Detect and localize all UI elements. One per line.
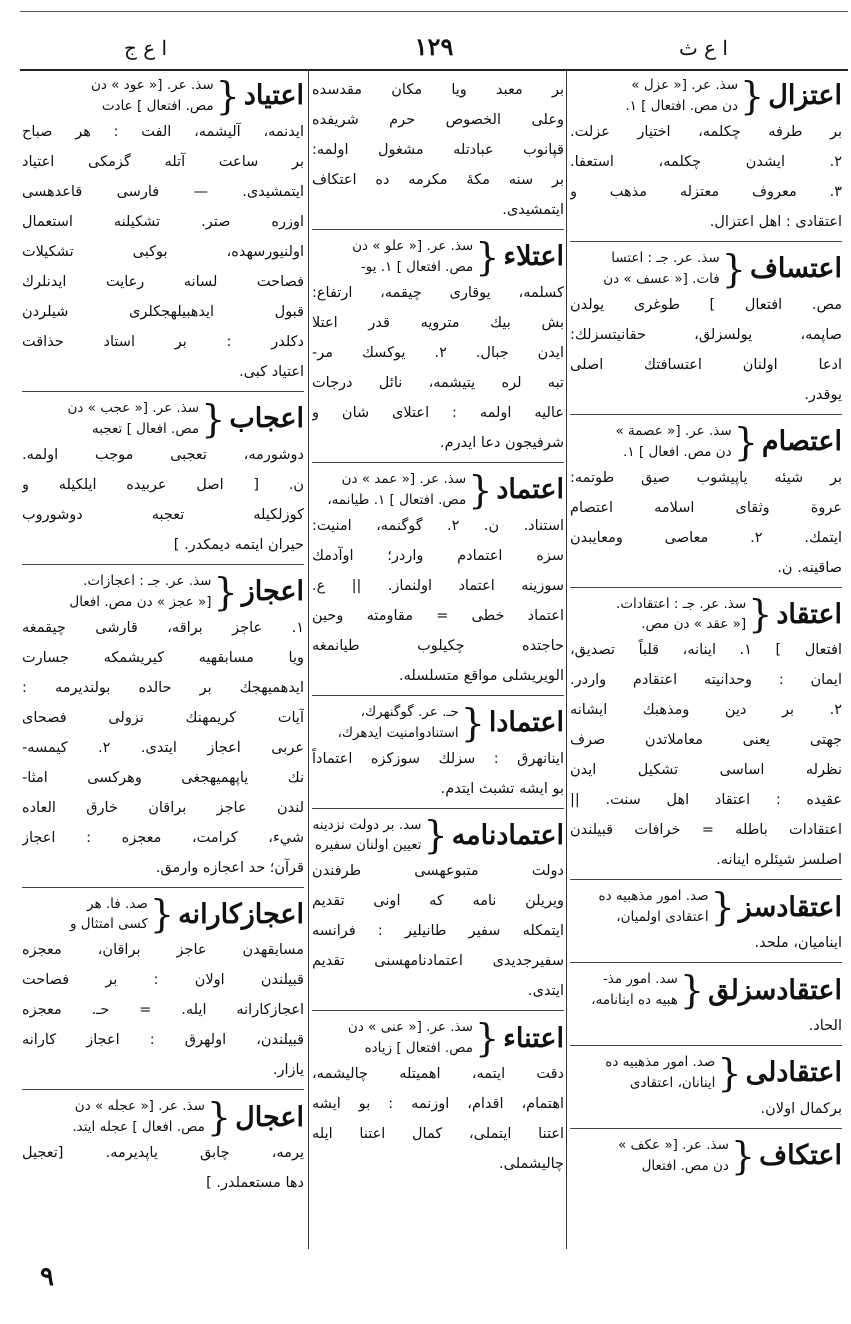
definition-line: قبيلندن، اولهرق : اعجاز كارانه bbox=[22, 1032, 304, 1049]
entry-head bbox=[570, 969, 842, 1011]
entry-head bbox=[312, 469, 564, 511]
headword: اعجال bbox=[235, 1101, 304, 1133]
dictionary-entry bbox=[22, 894, 304, 1086]
top-rule bbox=[20, 11, 848, 12]
info-line: صد. امور مذهبيه ده bbox=[605, 1054, 716, 1071]
entry-separator bbox=[22, 391, 304, 392]
definition-line: بر ساعت آتله گزمكى اعتياد bbox=[22, 153, 304, 170]
dictionary-entry bbox=[570, 75, 842, 237]
definition-line: دها مستعملدر. ] bbox=[206, 1175, 304, 1192]
definition-line: عروة وثقاى اسلامه اعتصام bbox=[570, 499, 842, 516]
grammatical-info bbox=[605, 1052, 715, 1094]
definition-line: تبه لره يتيشمه، نائل درجات bbox=[312, 374, 564, 391]
info-line: سذ. عر. جـ : اعجازات. bbox=[83, 572, 212, 589]
info-line: سذ. عر. [« عزل » bbox=[631, 77, 739, 93]
definition-line: ايدن جبال. ٢. يوكسك مر- bbox=[312, 344, 564, 361]
brace-glyph: { bbox=[740, 75, 765, 118]
definition-line: وعلى الخصوص حرم شريفده bbox=[312, 112, 564, 128]
info-line: [« عجز » دن مص. افعال bbox=[69, 593, 212, 610]
definition-line: بو ايشه تشبث ايتدم. bbox=[440, 780, 564, 797]
headword: اعتماد bbox=[496, 474, 564, 506]
headword: اعتقاد bbox=[776, 598, 842, 630]
definition-line: ايدهميهجك بر حالده بولنديرمه : bbox=[22, 679, 304, 696]
info-line: مص. افتعال ] ١. طيانمه، bbox=[327, 491, 467, 508]
info-line: سذ. عر. جـ : اعتقادات. bbox=[616, 595, 747, 612]
dictionary-entry bbox=[22, 1096, 304, 1198]
grammatical-info bbox=[67, 398, 199, 440]
definition-line: نك ياپهميهجغى وهركسى امثا- bbox=[22, 769, 304, 786]
headword: اعتزال bbox=[768, 80, 842, 112]
entry-separator bbox=[22, 1089, 304, 1090]
definition-line: قپانوب عبادتله مشغول اولمه: bbox=[312, 142, 564, 158]
entry-head bbox=[570, 1052, 842, 1094]
definition-line: اعتنا ايتملى، كمال اعتنا ايله bbox=[312, 1126, 564, 1143]
headword: اعتكاف bbox=[759, 1140, 842, 1172]
grammatical-info bbox=[599, 886, 709, 928]
headword: اعتقادلى bbox=[745, 1057, 842, 1089]
definition-line: نظرله اساسى تشكيل ايدن bbox=[570, 762, 842, 779]
grammatical-info bbox=[603, 248, 720, 290]
headword: اعتلاء bbox=[503, 241, 564, 273]
entry-separator bbox=[312, 808, 564, 809]
dictionary-entry bbox=[312, 75, 564, 225]
info-line: تعيين اولنان سفيره bbox=[315, 837, 422, 854]
headword: اعجاز bbox=[241, 576, 304, 608]
dictionary-entry bbox=[570, 886, 842, 958]
definition-line: ايتدى. bbox=[527, 983, 564, 1000]
definition-line: فصاحت لسانه رعايت ايدنلرك bbox=[22, 273, 304, 290]
headword: اعتساف bbox=[749, 253, 842, 285]
entry-separator bbox=[312, 695, 564, 696]
entry-head bbox=[570, 248, 842, 290]
definition-line: يرمه، چابق ياپديرمه. [تعجيل bbox=[22, 1145, 304, 1162]
entry-separator bbox=[570, 241, 842, 242]
brace-glyph: { bbox=[474, 1016, 500, 1061]
grammatical-info bbox=[591, 969, 678, 1011]
entry-head bbox=[312, 236, 564, 278]
brace-glyph: { bbox=[679, 968, 705, 1013]
info-line: كسى امتثال و bbox=[70, 916, 148, 933]
entry-head bbox=[570, 594, 842, 636]
info-line: هبيه ده اينانامه، bbox=[591, 992, 678, 1009]
info-line: صد. امور مذهبيه ده bbox=[598, 888, 709, 905]
grammatical-info bbox=[72, 1096, 205, 1138]
entry-head bbox=[22, 894, 304, 936]
definition-line: ايدنمه، آليشمه، الفت : هر صباح bbox=[22, 123, 304, 140]
info-line: استنادوامنيت ايدهرك، bbox=[337, 724, 459, 741]
info-line: حـ. عر. گوگنهرك، bbox=[360, 703, 459, 720]
definition-line: مص. افتعال ] طوغرى يولدن bbox=[570, 296, 842, 313]
definition-line: يوقدر. bbox=[804, 386, 842, 403]
entry-head bbox=[312, 702, 564, 744]
grammatical-info bbox=[91, 75, 214, 117]
dictionary-entry bbox=[22, 571, 304, 883]
definition-line: ويا مسابقهيه كيريشمكه جسارت bbox=[22, 649, 304, 666]
entry-separator bbox=[570, 414, 842, 415]
headword: اعتقادسز bbox=[738, 891, 842, 923]
dictionary-entry bbox=[570, 969, 842, 1041]
entry-head bbox=[570, 886, 842, 928]
column-divider bbox=[566, 71, 567, 1249]
brace-glyph: { bbox=[149, 892, 175, 937]
definition-line: عقيده : اعتقاد اهل سنت. || bbox=[570, 792, 842, 809]
entry-head bbox=[22, 75, 304, 117]
definition-line: كوزلكيله تعجبه دوشوروب bbox=[22, 506, 304, 523]
definition-line: قرآن؛ حد اعجازه وارمق. bbox=[155, 859, 304, 876]
definition-line: ايتمكله سفير طانيلير : فرانسه bbox=[312, 923, 564, 940]
entry-separator bbox=[570, 1128, 842, 1129]
definition-line: ٢. بر دين ومذهبك ايشانه bbox=[570, 702, 842, 719]
headword: اعتياد bbox=[243, 80, 304, 112]
definition-line: دولت متبوعهسى طرفندن bbox=[312, 863, 564, 880]
definition-line: بر معبد ويا مكان مقدسده bbox=[312, 82, 564, 98]
definition-line: ويريلن نامه كه اونى تقديم bbox=[312, 893, 564, 910]
brace-glyph: { bbox=[717, 1050, 742, 1095]
column-middle bbox=[312, 75, 564, 1255]
definition-line: ٣. معروف معتزله مذهب و bbox=[570, 183, 842, 200]
definition-line: بر طرفه چكلمه، اختيار عزلت. bbox=[570, 123, 842, 140]
entry-head bbox=[22, 571, 304, 613]
definition-line: اعتماد خطى = مقاومته وحين bbox=[312, 607, 564, 624]
brace-glyph: { bbox=[721, 246, 746, 291]
headword: اعتصام bbox=[761, 426, 842, 458]
definition-line: ن. [ اصل عربيده ايلكيله و bbox=[22, 476, 304, 493]
header-left-guide: ا ع ج bbox=[124, 36, 168, 60]
info-line: سذ. عر. [« عنى » دن bbox=[347, 1019, 473, 1036]
definition-line: حيران ايتمه ديمكدر. ] bbox=[173, 536, 304, 553]
definition-line: لندن عاجز براقان خارق العاده bbox=[22, 799, 304, 816]
grammatical-info bbox=[348, 1017, 473, 1059]
definition-line: ايتمشيدى. — فارسى قاعدهسى bbox=[22, 183, 304, 200]
page-number: ١٢٩ bbox=[414, 32, 454, 61]
info-line: سد. امور مذ- bbox=[602, 971, 678, 988]
definition-line: شرفيجون دعا ايدرم. bbox=[440, 434, 564, 451]
entry-separator bbox=[22, 887, 304, 888]
entry-separator bbox=[570, 879, 842, 880]
dictionary-entry bbox=[312, 1017, 564, 1179]
column-left bbox=[22, 75, 304, 1255]
headword: اعتمادا bbox=[488, 707, 564, 739]
definition-line: ايتمك. ٢. معاصى ومعايبدن bbox=[570, 529, 842, 546]
definition-line: حاجتده چكيلوب طيانمغه bbox=[312, 637, 564, 654]
entry-head bbox=[570, 75, 842, 117]
definition-line: جهتى يعنى معاملاتدن صرف bbox=[570, 732, 842, 749]
grammatical-info bbox=[313, 815, 422, 857]
definition-line: ٢. ايشدن چكلمه، استعفا. bbox=[570, 153, 842, 170]
definition-line: اصلسز شيئلره اينانه. bbox=[716, 852, 842, 869]
definition-line: اولنيورسهده، بوكبى تشكيلات bbox=[22, 243, 304, 260]
brace-glyph: { bbox=[460, 700, 485, 745]
definition-line: سوزينه اعتماد اولنماز. || ع. bbox=[312, 577, 564, 594]
definition-line: دكلدر : بر استاد حذاقت bbox=[22, 333, 304, 350]
grammatical-info bbox=[616, 594, 746, 636]
definition-line: ايتمشيدى. bbox=[502, 202, 564, 218]
column-divider bbox=[308, 71, 309, 1249]
info-line: مص. افعال ] تعجبه bbox=[91, 420, 200, 437]
brace-glyph: { bbox=[730, 1133, 756, 1178]
definition-line: سفيرجديدى اعتمادنامهسنى تقديم bbox=[312, 953, 564, 970]
dictionary-entry bbox=[570, 1135, 842, 1177]
definition-line: عاليه اولمه : اعتلاى شان و bbox=[312, 404, 564, 421]
dictionary-entry bbox=[570, 594, 842, 876]
headword: اعتمادنامه bbox=[451, 819, 564, 851]
info-line: دن مص. افعال ] ١. bbox=[623, 443, 732, 460]
brace-glyph: { bbox=[733, 419, 758, 464]
definition-line: سزه اعتمادم واردر؛ اوآدمك bbox=[312, 547, 564, 564]
brace-glyph: { bbox=[423, 813, 448, 858]
definition-line: مسابقهدن عاجز براقان، معجزه bbox=[22, 942, 304, 959]
brace-glyph: { bbox=[201, 396, 226, 441]
definition-line: يازار. bbox=[272, 1062, 304, 1079]
grammatical-info bbox=[327, 469, 466, 511]
page-header bbox=[20, 32, 848, 66]
brace-glyph: { bbox=[748, 592, 773, 637]
entry-separator bbox=[312, 462, 564, 463]
definition-line: شيء، كرامت، معجزه : اعجاز bbox=[22, 829, 304, 846]
info-line: سذ. عر. [« عصمة » bbox=[615, 422, 732, 439]
info-line: [« عقد » دن مص. bbox=[641, 616, 747, 633]
definition-line: ايمان : وحدانيته اعتقادم واردر. bbox=[570, 672, 842, 689]
dictionary-entry bbox=[312, 815, 564, 1007]
definition-line: الحاد. bbox=[808, 1018, 842, 1035]
dictionary-entry bbox=[570, 421, 842, 583]
info-line: سذ. عر. [« عود » دن bbox=[90, 77, 214, 93]
info-line: سذ. عر. [« عجب » دن bbox=[67, 399, 200, 416]
info-line: سذ. عر. [« علو » دن bbox=[352, 238, 474, 254]
entry-separator bbox=[312, 1010, 564, 1011]
entry-separator bbox=[22, 564, 304, 565]
definition-line: ١. عاجز براقه، قارشى چيقمغه bbox=[22, 619, 304, 636]
definition-line: ادعا اولنان اعتسافتك اصلى bbox=[570, 356, 842, 373]
grammatical-info bbox=[615, 421, 731, 463]
info-line: اينانان، اعتقادى bbox=[629, 1074, 716, 1091]
entry-head bbox=[22, 398, 304, 440]
dictionary-entry bbox=[312, 236, 564, 458]
grammatical-info bbox=[352, 236, 473, 278]
definition-line: ايناميان، ملحد. bbox=[754, 935, 842, 952]
brace-glyph: { bbox=[468, 467, 493, 512]
entry-separator bbox=[312, 229, 564, 230]
headword: اعجاب bbox=[229, 403, 304, 435]
info-line: سذ. عر. [« عجله » دن bbox=[74, 1098, 205, 1115]
column-right bbox=[570, 75, 842, 1255]
grammatical-info bbox=[625, 75, 738, 117]
headword: اعتناء bbox=[503, 1022, 564, 1054]
header-right-guide: ا ع ث bbox=[678, 36, 728, 60]
entry-separator bbox=[570, 587, 842, 588]
definition-line: كسلمه، يوقارى چيقمه، ارتفاع: bbox=[312, 284, 564, 301]
dictionary-entry bbox=[570, 1052, 842, 1124]
dictionary-entry bbox=[312, 469, 564, 691]
definition-line: اهتمام، اقدام، اوزنمه : بو ايشه bbox=[312, 1096, 564, 1113]
definition-line: دوشورمه، تعجبى موجب اولمه. bbox=[22, 446, 304, 463]
info-line: سذ. عر. [« عكف » bbox=[618, 1136, 729, 1153]
info-line: مص. افتعال ] زياده bbox=[364, 1040, 473, 1057]
grammatical-info bbox=[70, 894, 148, 936]
info-line: سد. بر دولت نزدينه bbox=[312, 816, 422, 833]
header-rule bbox=[20, 69, 848, 71]
info-line: فات. [« عسف » دن bbox=[603, 270, 720, 287]
dictionary-entry bbox=[22, 75, 304, 387]
entry-head bbox=[570, 1135, 842, 1177]
definition-line: اعتقادات باطله = خرافات قبيلندن bbox=[570, 822, 842, 839]
entry-separator bbox=[570, 962, 842, 963]
brace-glyph: { bbox=[213, 569, 238, 614]
brace-glyph: { bbox=[475, 234, 500, 279]
definition-line: اعتقادى : اهل اعتزال. bbox=[709, 213, 842, 230]
dictionary-entry bbox=[22, 398, 304, 560]
definition-line: دقت ايتمه، اهميتله چاليشمه، bbox=[312, 1066, 564, 1083]
dictionary-entry bbox=[570, 248, 842, 410]
grammatical-info bbox=[338, 702, 459, 744]
info-line: صد. فا. هر bbox=[87, 895, 148, 912]
definition-line: عربى اعجاز ايتدى. ٢. كيمسه- bbox=[22, 739, 304, 756]
grammatical-info bbox=[618, 1135, 729, 1177]
headword: اعجازكارانه bbox=[178, 898, 304, 930]
definition-line: اينانهرق : سزلك سوزكزه اعتماداً bbox=[312, 750, 564, 767]
info-line: مص. افتعال ] عادت bbox=[101, 97, 214, 114]
info-line: دن مص. افتعال ] ١. bbox=[625, 97, 739, 114]
definition-line: قبيلندن اولان : بر فصاحت bbox=[22, 972, 304, 989]
definition-line: قبول ايدهبيلهجكلرى شيلردن bbox=[22, 303, 304, 320]
info-line: اعتقادى اولميان، bbox=[616, 909, 709, 926]
entry-head bbox=[312, 1017, 564, 1059]
entry-head bbox=[570, 421, 842, 463]
definition-line: بش بيك مترويه قدر اعتلا bbox=[312, 314, 564, 331]
brace-glyph: { bbox=[710, 885, 735, 930]
definition-line: اوزره صتر. تشكيلنه استعمال bbox=[22, 213, 304, 230]
headword: اعتقادسزلق bbox=[708, 974, 842, 1006]
definition-line: صاپمه، يولسزلق، حقانيتسزلك: bbox=[570, 326, 842, 343]
definition-line: افتعال ] ١. اينانه، قلباً تصديق، bbox=[570, 642, 842, 659]
dictionary-entry bbox=[312, 702, 564, 804]
signature-mark: ٩ bbox=[40, 1262, 54, 1292]
definition-line: چاليشملى. bbox=[499, 1156, 564, 1173]
entry-separator bbox=[570, 1045, 842, 1046]
entry-head bbox=[22, 1096, 304, 1138]
definition-line: بركمال اولان. bbox=[760, 1100, 842, 1117]
entry-head bbox=[312, 815, 564, 857]
info-line: مص. افعال ] عجله ايتد. bbox=[72, 1119, 205, 1136]
definition-line: صاقينه. ن. bbox=[777, 559, 842, 576]
definition-line: بر سنه مكهٔ مكرمه ده اعتكاف bbox=[312, 172, 564, 188]
brace-glyph: { bbox=[215, 75, 240, 118]
info-line: مص. افتعال ] ١. يو- bbox=[360, 258, 474, 275]
info-line: دن مص. افتعال bbox=[641, 1157, 729, 1174]
info-line: سذ. عر. جـ : اعتسا bbox=[611, 249, 720, 266]
info-line: سذ. عر. [« عمد » دن bbox=[341, 470, 467, 487]
definition-line: الويريشلى مواقع متسلسله. bbox=[399, 667, 564, 684]
definition-line: بر شيئه ياپيشوب صيق طوتمه: bbox=[570, 469, 842, 486]
brace-glyph: { bbox=[206, 1095, 232, 1140]
definition-line: آيات كريمهنك نزولى فصحاى bbox=[22, 709, 304, 726]
definition-line: استناد. ن. ٢. گوگنمه، امنيت: bbox=[312, 517, 564, 534]
definition-line: اعجازكارانه ايله. = حـ. معجزه bbox=[22, 1002, 304, 1019]
definition-line: اعتياد كبى. bbox=[239, 363, 304, 380]
grammatical-info bbox=[69, 571, 211, 613]
